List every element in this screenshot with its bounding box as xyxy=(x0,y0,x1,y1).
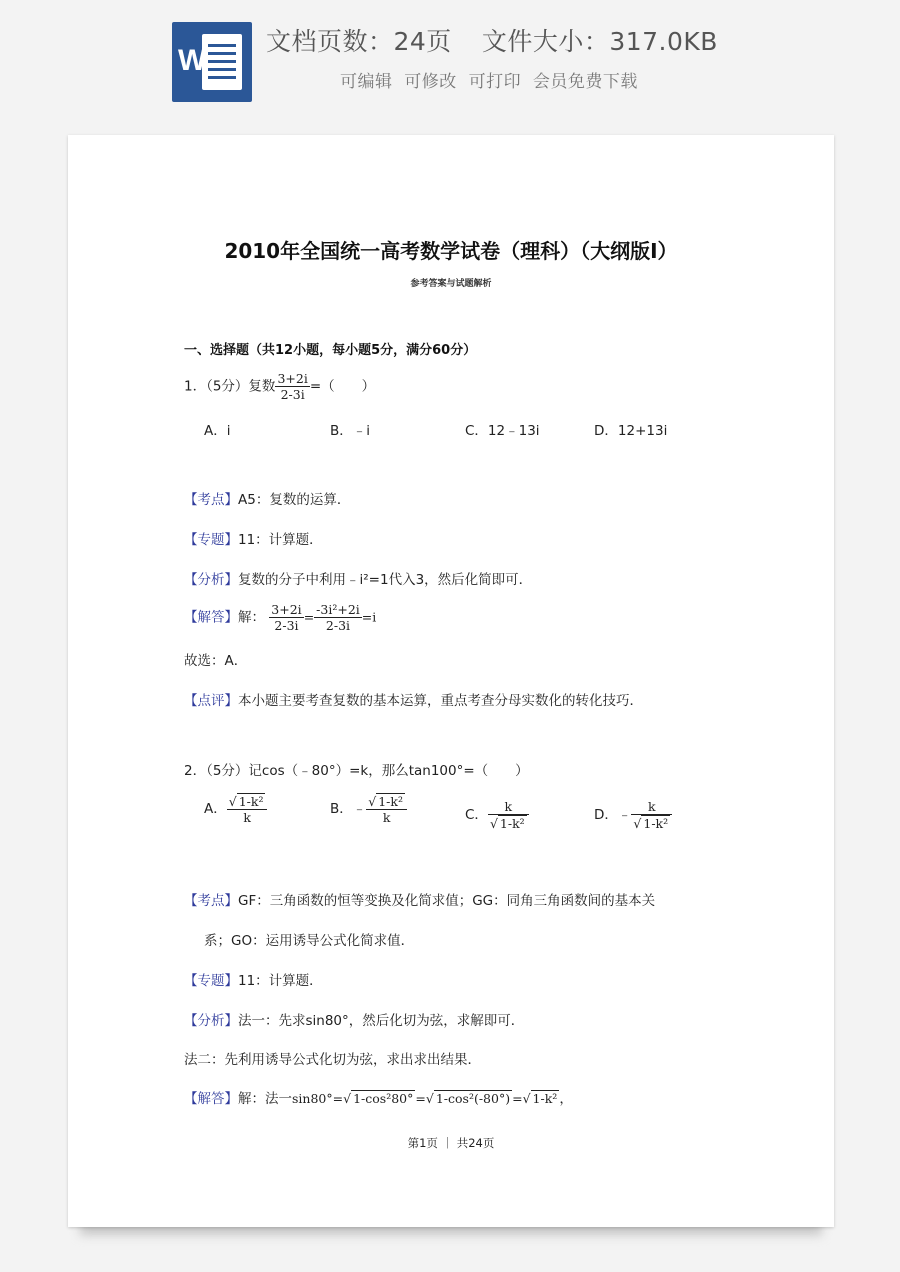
q2-jieda: 【解答】解：法一sin80°=√ 1-cos²80° =√ 1-cos²(-80°) =√ 1-k² ， xyxy=(184,1091,573,1107)
page-footer: 第1页 ｜ 共24页 xyxy=(407,1136,495,1150)
option-label: C． xyxy=(465,807,488,823)
q2-zhuanti xyxy=(184,969,323,989)
zhuanti-text: 11：计算题． xyxy=(238,973,323,989)
q2-option-a xyxy=(204,793,267,825)
q1-kaodian xyxy=(184,488,350,508)
q1-zhuanti xyxy=(184,528,323,548)
eq-sign: = xyxy=(332,1091,344,1106)
sqrt-expr: 1-k² xyxy=(378,794,403,809)
kaodian-text: A5：复数的运算． xyxy=(238,492,351,508)
tag-label: 【专题】 xyxy=(184,973,238,989)
option-label: A． xyxy=(204,801,227,817)
tag-label: 【解答】 xyxy=(184,609,238,626)
sqrt-expr: 1-k² xyxy=(238,794,264,809)
frac-num: -3i²+2i xyxy=(316,602,360,617)
section-heading: 一、选择题（共12小题，每小题5分，满分60分） xyxy=(184,343,477,358)
frac-den: 2-3i xyxy=(314,617,362,633)
doc-subtitle: 参考答案与试题解析 xyxy=(410,279,492,289)
doc-title: 2010年全国统一高考数学试卷（理科）（大纲版Ⅰ） xyxy=(224,239,678,263)
q1-stem-suffix: =（ ） xyxy=(309,378,376,395)
frac-num: k xyxy=(504,799,513,814)
file-info xyxy=(266,22,718,58)
q2-option-d xyxy=(594,799,672,831)
q1-jieda: 【解答】解： $\frac{3+2i}{2-3i}$ = $\frac{\text{-3i²+2i}}{2-3i}$ =i xyxy=(184,602,377,633)
file-size: 文件大小：317.0KB xyxy=(481,27,718,56)
sqrt-expr: 1-cos²80° xyxy=(353,1091,414,1106)
sqrt-expr: 1-cos²(-80°) xyxy=(435,1091,511,1106)
frac-num: k xyxy=(647,799,656,814)
jieda-result: =i xyxy=(361,609,377,625)
document-page xyxy=(68,135,834,1227)
q2-kaodian-line1 xyxy=(184,889,655,909)
jieda-prefix: 解： xyxy=(238,609,265,626)
option-fraction: $\frac{\text{√ 1-k²}}{k}$ xyxy=(366,793,407,825)
frac-den: k xyxy=(366,809,407,825)
eq-sign: = xyxy=(415,1091,426,1106)
q1-stem xyxy=(184,371,375,402)
q1-stem-prefix: 1．（5分）复数 xyxy=(184,378,276,395)
tag-label: 【分析】 xyxy=(184,572,238,588)
eq-sign: = xyxy=(512,1091,523,1106)
page-count: 文档页数：24页 xyxy=(266,27,452,56)
tag-label: 【专题】 xyxy=(184,532,238,548)
frac-den: k xyxy=(227,809,268,825)
tag-label: 【考点】 xyxy=(184,492,238,508)
q1-option-c: C．12﹣13i xyxy=(465,423,540,439)
option-fraction: $\frac{k}{\text{√ 1-k²}}$ xyxy=(488,799,529,831)
fenxi-text: 法一：先求sin80°，然后化切为弦，求解即可． xyxy=(238,1013,525,1029)
q2-fenxi xyxy=(184,1009,524,1029)
sqrt-expr: 1-k² xyxy=(499,816,525,831)
frac-den: 2-3i xyxy=(269,617,303,633)
q1-frac-num: 3+2i xyxy=(277,371,308,386)
tag-label: 【考点】 xyxy=(184,893,238,909)
zhuanti-text: 11：计算题． xyxy=(238,532,323,548)
q2-fa2: 法二：先利用诱导公式化切为弦，求出求出结果． xyxy=(184,1052,481,1068)
q1-dianping xyxy=(184,689,643,709)
q1-fraction xyxy=(275,371,309,402)
feature-list: 可编辑 可修改 可打印 会员免费下载 xyxy=(340,72,638,92)
tag-label: 【点评】 xyxy=(184,693,238,709)
fenxi-text: 复数的分子中利用﹣i²=1代入3，然后化简即可． xyxy=(238,572,533,588)
word-document-icon xyxy=(172,22,252,102)
q1-option-a: A．i xyxy=(204,423,231,439)
option-fraction: $\frac{k}{\text{√ 1-k²}}$ xyxy=(631,799,672,831)
sqrt-expr: 1-k² xyxy=(532,1091,558,1106)
jieda-end: ， xyxy=(559,1091,573,1107)
word-letter: W xyxy=(178,44,207,77)
dianping-text: 本小题主要考查复数的基本运算，重点考查分母实数化的转化技巧． xyxy=(238,693,643,709)
frac-num: 3+2i xyxy=(271,602,302,617)
sqrt-expr: 1-k² xyxy=(643,816,669,831)
jieda-frac-2 xyxy=(314,602,362,633)
q2-option-b xyxy=(330,793,407,825)
q1-option-b: B．﹣i xyxy=(330,423,371,439)
q2-kaodian-line2: 系；GO：运用诱导公式化简求值． xyxy=(204,933,415,949)
option-label: B．﹣ xyxy=(330,801,367,817)
q2-option-c xyxy=(465,799,529,831)
q1-guxuan: 故选：A． xyxy=(184,653,248,669)
q1-option-d: D．12+13i xyxy=(594,423,668,439)
jieda-frac-1 xyxy=(269,602,303,633)
download-banner xyxy=(0,0,900,120)
option-label: D．﹣ xyxy=(594,807,632,823)
jieda-prefix: 解：法一 xyxy=(238,1091,292,1107)
option-fraction: $\frac{\text{√ 1-k²}}{k}$ xyxy=(227,793,268,825)
tag-label: 【解答】 xyxy=(184,1091,238,1107)
jieda-sin: sin80° xyxy=(292,1091,333,1106)
tag-label: 【分析】 xyxy=(184,1013,238,1029)
kaodian-text: GF：三角函数的恒等变换及化简求值；GG：同角三角函数间的基本关 xyxy=(238,893,656,909)
q1-fenxi xyxy=(184,568,532,588)
q2-stem: 2．（5分）记cos（﹣80°）=k，那么tan100°=（ ） xyxy=(184,763,529,779)
q1-frac-den: 2-3i xyxy=(275,386,309,402)
